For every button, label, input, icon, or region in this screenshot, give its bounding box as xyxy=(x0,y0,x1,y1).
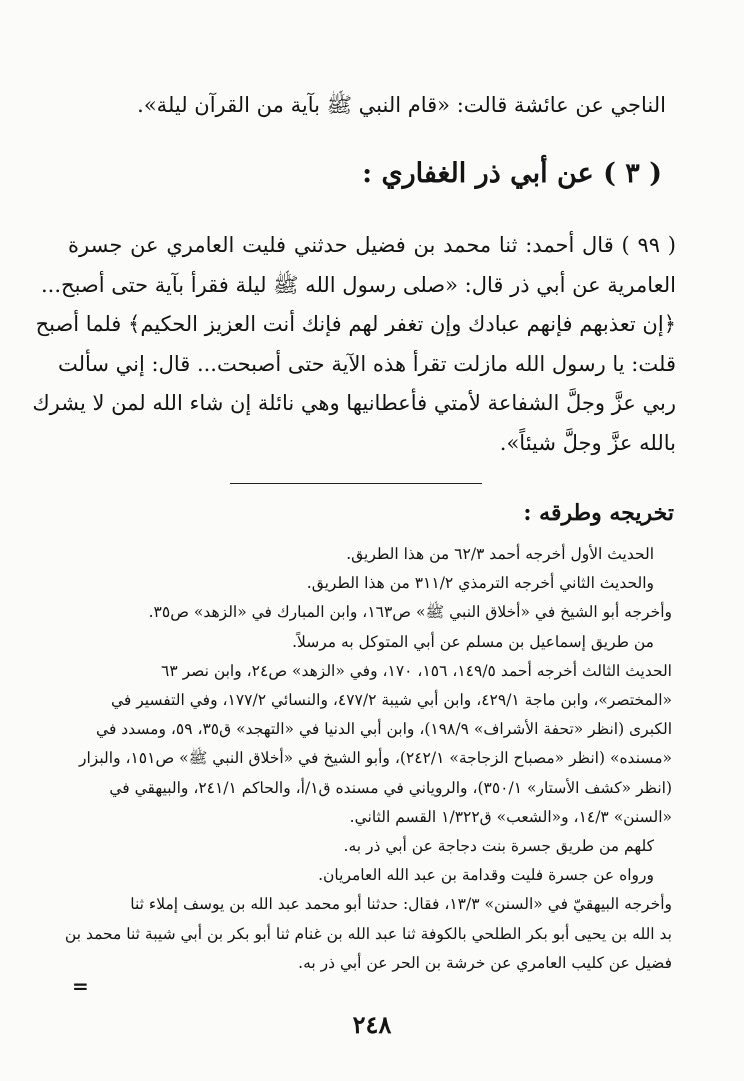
notes-section xyxy=(64,540,672,978)
footnote-divider xyxy=(230,483,482,484)
hadith-paragraph xyxy=(32,226,676,463)
page-number: ٢٤٨ xyxy=(352,1010,392,1039)
note-line: (انظر «كشف الأستار» ٣٥٠/١)، والروياني في مسنده ق١/أ، والحاكم ٢٤١/١، والبيهقي في xyxy=(109,778,672,797)
note-line: الكبرى (انظر «تحفة الأشراف» ١٩٨/٩)، وابن أبي الدنيا في «التهجد» ق٣٥، ٥٩، ومسدد في xyxy=(96,720,672,739)
note-line: «السنن» ١٤/٣، و«الشعب» ق١/٣٢٢ القسم الثاني. xyxy=(349,807,672,826)
note-line: كلهم من طريق جسرة بنت دجاجة عن أبي ذر به. xyxy=(343,837,654,856)
note-line: ورواه عن جسرة فليت وقدامة بن عبد الله العامريان. xyxy=(318,866,654,885)
note-line: وأخرجه أبو الشيخ في «أخلاق النبي ﷺ» ص١٦٣، وابن المبارك في «الزهد» ص٣٥. xyxy=(148,603,672,622)
hadith-line: ﴿إن تعذبهم فإنهم عبادك وإن تغفر لهم فإنك أنت العزيز الحكيم﴾ فلما أصبح xyxy=(35,312,676,336)
note-line: فضيل عن كليب العامري عن خرشة بن الحر عن أبي ذر به. xyxy=(298,953,672,972)
hadith-line: العامرية عن أبي ذر قال: «صلى رسول الله ﷺ ليلة فقرأ بآية حتى أصبح... xyxy=(40,272,676,297)
hadith-line: قلت: يا رسول الله مازلت تقرأ هذه الآية حتى أصبحت... قال: إني سألت xyxy=(57,351,676,376)
note-line: الحديث الأول أخرجه أحمد ٦٢/٣ من هذا الطريق. xyxy=(346,545,654,563)
note-line: والحديث الثاني أخرجه الترمذي ٣١١/٢ من هذا الطريق. xyxy=(306,574,654,593)
hadith-line: بالله عزَّ وجلَّ شيئاً». xyxy=(499,430,676,455)
hadith-line: ( ٩٩ ) قال أحمد: ثنا محمد بن فضيل حدثني فليت العامري عن جسرة xyxy=(68,233,676,257)
note-line: الحديث الثالث أخرجه أحمد ١٤٩/٥، ١٥٦، ١٧٠، وفي «الزهد» ص٢٤، وابن نصر ٦٣ xyxy=(161,661,672,680)
notes-heading: تخريجه وطرقه : xyxy=(523,500,674,526)
note-line: وأخرجه البيهقيّ في «السنن» ١٣/٣، فقال: حدثنا أبو محمد عبد الله بن يوسف إملاء ثنا xyxy=(130,895,672,914)
note-line: «مسنده» (انظر «مصباح الزجاجة» ٢٤٢/١)، وأبو الشيخ في «أخلاق النبي ﷺ» ص١٥١، والبزار xyxy=(79,749,672,768)
continuation-mark: = xyxy=(72,974,89,998)
section-heading: ( ٣ ) عن أبي ذر الغفاري : xyxy=(362,158,662,189)
note-line: بد الله بن يحيى أبو بكر الطلحي بالكوفة ثنا عبد الله بن غنام ثنا أبو بكر بن أبي شيبة ثنا محمد بن xyxy=(64,924,672,943)
hadith-line: ربي عزَّ وجلَّ الشفاعة لأمتي فأعطانيها وهي نائلة إن شاء الله لمن لا يشرك xyxy=(32,391,676,415)
note-line: «المختصر»، وابن ماجة ٤٢٩/١، وابن أبي شيبة ٤٧٧/٢، والنسائي ١٧٧/٢، وفي التفسير في xyxy=(110,691,672,710)
top-line: الناجي عن عائشة قالت: «قام النبي ﷺ بآية من القرآن ليلة». xyxy=(137,93,666,117)
note-line: من طريق إسماعيل بن مسلم عن أبي المتوكل به مرسلاً. xyxy=(292,632,654,651)
